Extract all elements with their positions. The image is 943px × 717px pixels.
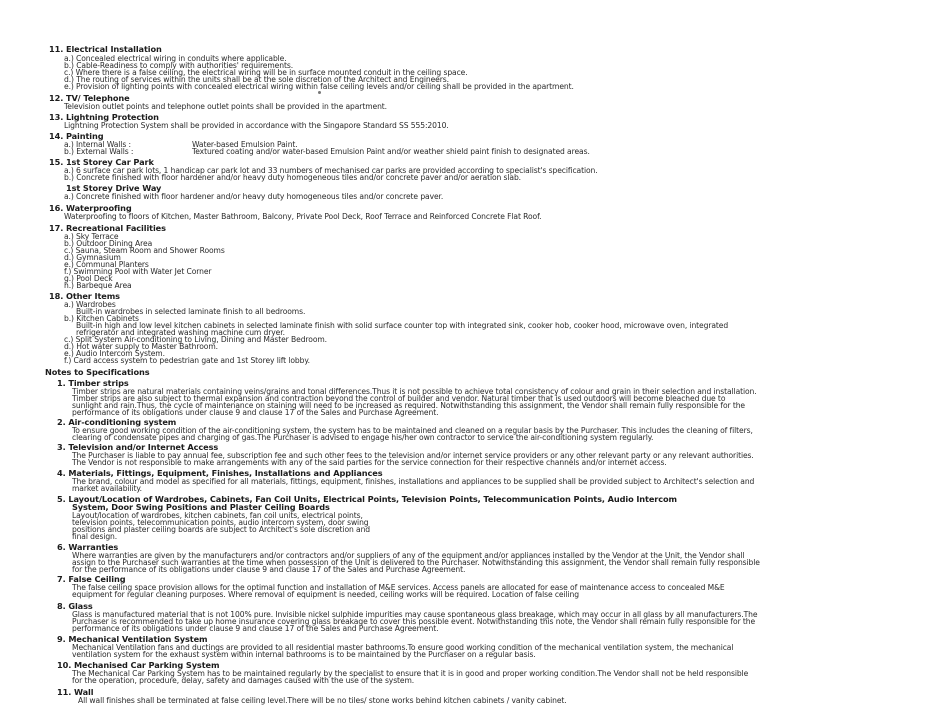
list-item: d.) Hot water supply to Master Bathroom. [64, 342, 218, 351]
list-item: e.) Audio Intercom System. [64, 349, 165, 358]
section-heading-lightning: 13. Lightning Protection [49, 112, 159, 122]
note-line: Glass is manufactured material that is not 100% pure. Invisible nickel sulphide impurities may cause spontaneous glass breakage, which may occur in all glass by all manufacturers.The [72, 610, 758, 619]
list-item: Built-in wardrobes in selected laminate finish to all bedrooms. [76, 307, 306, 316]
note-line: All wall finishes shall be terminated at false ceiling level.There will be no tiles/ stone works behind kitchen cabinets / vanity cabinet. [78, 696, 567, 705]
list-item: h.) Barbeque Area [64, 281, 132, 290]
list-item: c.) Sauna, Steam Room and Shower Rooms [64, 246, 225, 255]
section-heading-electrical: 11. Electrical Installation [49, 44, 162, 54]
section-line: Lightning Protection System shall be provided in accordance with the Singapore Standard SS 555:2010. [64, 121, 449, 130]
note-heading-materials: 4. Materials, Fittings, Equipment, Finishes, Installations and Appliances [57, 468, 383, 478]
section-line: b.) Concrete finished with floor hardener and/or heavy duty homogeneous tiles and/or concrete paver and/or aeration slab. [64, 173, 521, 182]
note-line: for the performance of its obligations under clause 9 and clause 17 of the Sales and Purchase Agreement. [72, 565, 466, 574]
section-line: d.) The routing of services within the units shall be at the sole discretion of the Architect and Engineers. [64, 75, 449, 84]
note-heading-television: 3. Television and/or Internet Access [57, 442, 219, 452]
note-line: television points, telecommunication points, audio intercom system, door swing [72, 518, 369, 527]
note-heading-car-parking: 10. Mechanised Car Parking System [57, 660, 220, 670]
list-item: d.) Gymnasium [64, 253, 121, 262]
note-line: performance of its obligations under clause 9 and clause 17 of the Sales and Purchase Agreement. [72, 624, 439, 633]
section-heading-tv-telephone: 12. TV/ Telephone [49, 93, 130, 103]
note-line: Purchaser is recommended to take up home insurance covering glass breakage to cover this possible event. Notwithstanding this note, the Vendor shall remain fully responsible for the [72, 617, 756, 626]
painting-value: Water-based Emulsion Paint. [192, 140, 298, 149]
note-line: assign to the Purchaser such warranties at the time when possession of the Unit is delivered to the Purchaser. Notwithstanding this assignment, the Vendor shall remain fully responsible [72, 558, 760, 567]
list-item: g.) Pool Deck [64, 274, 113, 283]
note-line: The false ceiling space provision allows for the optimal function and installation of M&E services. Access panels are allocated for ease of maintenance access to concealed M&E [72, 583, 725, 592]
note-line: To ensure good working condition of the air-conditioning system, the system has to be maintained and cleaned on a regular basis by the Purchaser. This includes the cleaning of filters, [72, 426, 753, 435]
list-item: refrigerator and integrated washing machine cum dryer. [76, 328, 285, 337]
note-line: The Purchaser is liable to pay annual fee, subscription fee and such other fees to the television and/or internet service providers or any other relevant party or any relevant authorities. [72, 451, 754, 460]
note-heading-false-ceiling: 7. False Ceiling [57, 574, 126, 584]
note-line: final design. [72, 532, 118, 541]
note-line: The brand, colour and model as specified for all materials, fittings, equipment, finishes, installations and appliances to be supplied shall be provided subject to Architect's selection and [72, 477, 755, 486]
note-line: Mechanical Ventilation fans and ductings are provided to all residential master bathrooms.To ensure good working condition of the mechanical ventilation system, the mechanical [72, 643, 734, 652]
note-heading-layout-cont: System, Door Swing Positions and Plaster Ceiling Boards [72, 502, 330, 512]
list-item: f.) Swimming Pool with Water Jet Corner [64, 267, 212, 276]
section-line: a.) Concealed electrical wiring in conduits where applicable. [64, 54, 287, 63]
note-line: ventilation system for the exhaust system within internal bathrooms is to be maintained by the Purchaser on a regular basis. [72, 650, 536, 659]
section-heading-recreational: 17. Recreational Facilities [49, 223, 166, 233]
list-item: a.) Wardrobes [64, 300, 116, 309]
list-item: b.) Kitchen Cabinets [64, 314, 139, 323]
note-heading-glass: 8. Glass [57, 601, 93, 611]
list-item: a.) Sky Terrace [64, 232, 119, 241]
note-heading-aircon: 2. Air-conditioning system [57, 417, 177, 427]
list-item: e.) Communal Planters [64, 260, 149, 269]
painting-label: b.) External Walls : [64, 147, 134, 156]
note-line: The Mechanical Car Parking System has to be maintained regularly by the specialist to ensure that it is in good and proper working condition.The Vendor shall not be held responsible [72, 669, 749, 678]
note-line: Timber strips are natural materials containing veins/grains and tonal differences.Thus it is not possible to achieve total consistency of colour and grain in their selection and installation. [72, 387, 757, 396]
section-heading-car-park: 15. 1st Storey Car Park [49, 157, 154, 167]
list-item: c.) Split System Air-conditioning to Living, Dining and Master Bedroom. [64, 335, 327, 344]
section-line: e.) Provision of lighting points with concealed electrical wiring within false ceiling levels and/or ceiling shall be provided in the apartment. [64, 82, 574, 91]
note-line: Layout/location of wardrobes, kitchen cabinets, fan coil units, electrical points, [72, 511, 363, 520]
section-heading-drive-way: 1st Storey Drive Way [66, 183, 162, 193]
section-heading-painting: 14. Painting [49, 131, 104, 141]
section-line: Television outlet points and telephone outlet points shall be provided in the apartment. [64, 102, 387, 111]
note-line: for the operation, procedure, delay, safety and damages caused with the use of the system. [72, 676, 415, 685]
note-heading-layout: 5. Layout/Location of Wardrobes, Cabinets, Fan Coil Units, Electrical Points, Television Points, Telecommunication Points, Audio Intercom [57, 494, 677, 504]
note-heading-ventilation: 9. Mechanical Ventilation System [57, 634, 208, 644]
note-line: Timber strips are also subject to thermal expansion and contraction beyond the control of builder and vendor. Natural timber that is used outdoors will become bleached due to [72, 394, 726, 403]
list-item: Built-in high and low level kitchen cabinets in selected laminate finish with solid surface counter top with integrated sink, cooker hob, cooker hood, microwave oven, integrated [76, 321, 729, 330]
section-line: a.) 6 surface car park lots, 1 handicap car park lot and 33 numbers of mechanised car parks are provided according to specialist's specification. [64, 166, 598, 175]
scan-speck [318, 91, 321, 94]
note-line: Where warranties are given by the manufacturers and/or contractors and/or suppliers of any of the equipment and/or appliances installed by the Vendor at the Unit, the Vendor shall [72, 551, 745, 560]
section-line: a.) Concrete finished with floor hardener and/or heavy duty homogeneous tiles and/or concrete paver. [64, 192, 444, 201]
list-item: b.) Outdoor Dining Area [64, 239, 153, 248]
note-heading-timber: 1. Timber strips [57, 378, 129, 388]
note-heading-warranties: 6. Warranties [57, 542, 119, 552]
note-line: The Vendor is not responsible to make arrangements with any of the said parties for the service connection for their respective channels and/or internet access. [72, 458, 667, 467]
list-item: f.) Card access system to pedestrian gate and 1st Storey lift lobby. [64, 356, 310, 365]
notes-title: Notes to Specifications [45, 367, 150, 377]
note-line: performance of its obligations under clause 9 and clause 17 of the Sales and Purchase Agreement. [72, 408, 439, 417]
section-line: c.) Where there is a false ceiling, the electrical wiring will be in surface mounted conduit in the ceiling space. [64, 68, 468, 77]
note-heading-wall: 11. Wall [57, 687, 94, 697]
note-line: clearing of condensate pipes and charging of gas.The Purchaser is advised to engage his/her own contractor to service the air-conditioning system regularly. [72, 433, 654, 442]
section-line: b.) Cable-Readiness to comply with authorities' requirements. [64, 61, 294, 70]
painting-value: Textured coating and/or water-based Emulsion Paint and/or weather shield paint finish to designated areas. [192, 147, 590, 156]
note-line: positions and plaster ceiling boards are subject to Architect's sole discretion and [72, 525, 371, 534]
painting-label: a.) Internal Walls : [64, 140, 131, 149]
section-line: Waterproofing to floors of Kitchen, Master Bathroom, Balcony, Private Pool Deck, Roof Terrace and Reinforced Concrete Flat Roof. [64, 212, 542, 221]
note-line: sunlight and rain.Thus, the cycle of maintenance on staining will need to be increased as required. Notwithstanding this assignment, the Vendor shall remain fully responsible for the [72, 401, 746, 410]
note-line: market availability. [72, 484, 142, 493]
section-heading-waterproofing: 16. Waterproofing [49, 203, 132, 213]
note-line: equipment for regular cleaning purposes. Where removal of equipment is needed, ceiling works will be required. Location of false ceiling [72, 590, 579, 599]
section-heading-other-items: 18. Other Items [49, 291, 120, 301]
